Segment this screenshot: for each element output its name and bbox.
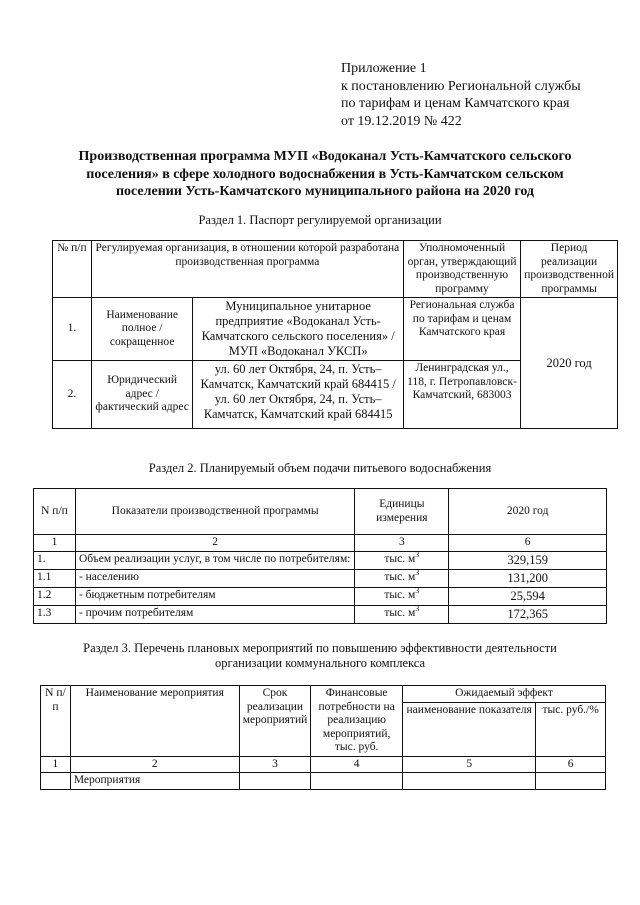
passport-table [52, 240, 618, 429]
row-value: 131,200 [449, 569, 607, 587]
header-cell: Срок реализации мероприятий [239, 686, 311, 757]
row-unit [355, 605, 449, 623]
header-cell: Показатели производственной программы [75, 489, 354, 535]
row-num: 1.1 [34, 569, 76, 587]
row-label: Мероприятия [70, 773, 239, 790]
section3-title [0, 641, 640, 671]
row-value: 172,365 [449, 605, 607, 623]
table-row [34, 569, 607, 587]
section1-title: Раздел 1. Паспорт регулируемой организации [198, 213, 442, 227]
header-cell: Финансовые потребности на реализацию мероприятий, тыс. руб. [311, 686, 403, 757]
header-cell: Регулируемая организация, в отношении которой разработана производственная программа [91, 241, 403, 298]
table-row [34, 587, 607, 605]
row-num: 1.3 [34, 605, 76, 623]
column-number: 5 [403, 756, 536, 773]
table-row [53, 298, 618, 361]
unit-text: тыс. м [384, 553, 416, 566]
row-unit [355, 551, 449, 569]
column-number: 3 [239, 756, 311, 773]
column-number: 3 [355, 535, 449, 552]
unit-text: тыс. м [384, 588, 416, 601]
row-name: - прочим потребителям [75, 605, 354, 623]
row-name: - бюджетным потребителям [75, 587, 354, 605]
table-header-row [53, 241, 618, 298]
authority-address: Ленинградская ул., 118, г. Петропавловск-Камчатский, 683003 [403, 361, 520, 429]
row-label: Наименование полное / сокращенное [91, 298, 193, 361]
measures-table [40, 685, 606, 790]
authority-name: Региональная служба по тарифам и ценам Камчатского края [403, 298, 520, 361]
document-title [30, 148, 620, 201]
table-row [41, 773, 606, 790]
column-number: 1 [34, 535, 76, 552]
unit-text: тыс. м [384, 606, 416, 619]
row-name: - населению [75, 569, 354, 587]
appendix-line: к постановлению Региональной службы [341, 78, 581, 94]
row-value: 25,594 [449, 587, 607, 605]
header-cell: Наименование мероприятия [70, 686, 239, 757]
unit-sup: 3 [415, 585, 420, 595]
unit-sup: 3 [415, 603, 420, 613]
header-cell: N п/п [41, 686, 71, 757]
column-number: 2 [75, 535, 354, 552]
column-number: 6 [536, 756, 606, 773]
table-row [34, 551, 607, 569]
table-row [34, 605, 607, 623]
unit-sup: 3 [415, 550, 420, 560]
column-number: 6 [449, 535, 607, 552]
column-number-row [41, 756, 606, 773]
section3-title-line: организации коммунального комплекса [214, 656, 426, 670]
appendix-line: от 19.12.2019 № 422 [341, 113, 462, 129]
section3-title-line: Раздел 3. Перечень плановых мероприятий по повышению эффективности деятельности [83, 641, 557, 655]
table-header-row [34, 489, 607, 535]
column-number: 4 [311, 756, 403, 773]
unit-text: тыс. м [384, 570, 416, 583]
row-unit [355, 587, 449, 605]
appendix-header [341, 60, 621, 130]
org-address: ул. 60 лет Октября, 24, п. Усть–Камчатск, Камчатский край 684415 / ул. 60 лет Октября, 24, п. Усть–Камчатск, Камчатский край 684415 [193, 361, 403, 429]
table-header-row [41, 686, 606, 703]
period-value: 2020 год [521, 298, 618, 429]
row-num: 1. [53, 298, 92, 361]
empty-cell [403, 773, 536, 790]
header-cell: 2020 год [449, 489, 607, 535]
header-cell: Ожидаемый эффект [403, 686, 606, 703]
column-number: 1 [41, 756, 71, 773]
empty-cell [239, 773, 311, 790]
row-num: 2. [53, 361, 92, 429]
empty-cell [536, 773, 606, 790]
title-line: поселения» в сфере холодного водоснабжения в Усть-Камчатском сельском [86, 166, 564, 182]
unit-sup: 3 [415, 567, 420, 577]
header-cell: Единицы измерения [355, 489, 449, 535]
title-line: Производственная программа МУП «Водоканал Усть-Камчатского сельского [78, 149, 572, 164]
empty-cell [311, 773, 403, 790]
row-value: 329,159 [449, 551, 607, 569]
column-number-row [34, 535, 607, 552]
header-cell: Период реализации производственной программы [521, 241, 618, 298]
row-label: Юридический адрес / фактический адрес [91, 361, 193, 429]
section2-title: Раздел 2. Планируемый объем подачи питьевого водоснабжения [148, 461, 492, 475]
row-num: 1. [34, 551, 76, 569]
row-name: Объем реализации услуг, в том числе по потребителям: [75, 551, 354, 569]
appendix-line: по тарифам и ценам Камчатского края [341, 96, 570, 111]
header-cell: N п/п [34, 489, 76, 535]
row-unit [355, 569, 449, 587]
empty-cell [41, 773, 71, 790]
header-cell: № п/п [53, 241, 92, 298]
header-cell: наименование показателя [403, 703, 536, 756]
header-cell: тыс. руб./% [536, 703, 606, 756]
header-cell: Уполномоченный орган, утверждающий производственную программу [403, 241, 520, 298]
title-line: поселении Усть-Камчатского муниципального района на 2020 год [115, 184, 535, 199]
org-name: Муниципальное унитарное предприятие «Водоканал Усть-Камчатского сельского поселения» / МУП «Водоканал УКСП» [193, 298, 403, 361]
appendix-line: Приложение 1 [341, 61, 427, 76]
column-number: 2 [70, 756, 239, 773]
row-num: 1.2 [34, 587, 76, 605]
volume-table [33, 488, 607, 624]
